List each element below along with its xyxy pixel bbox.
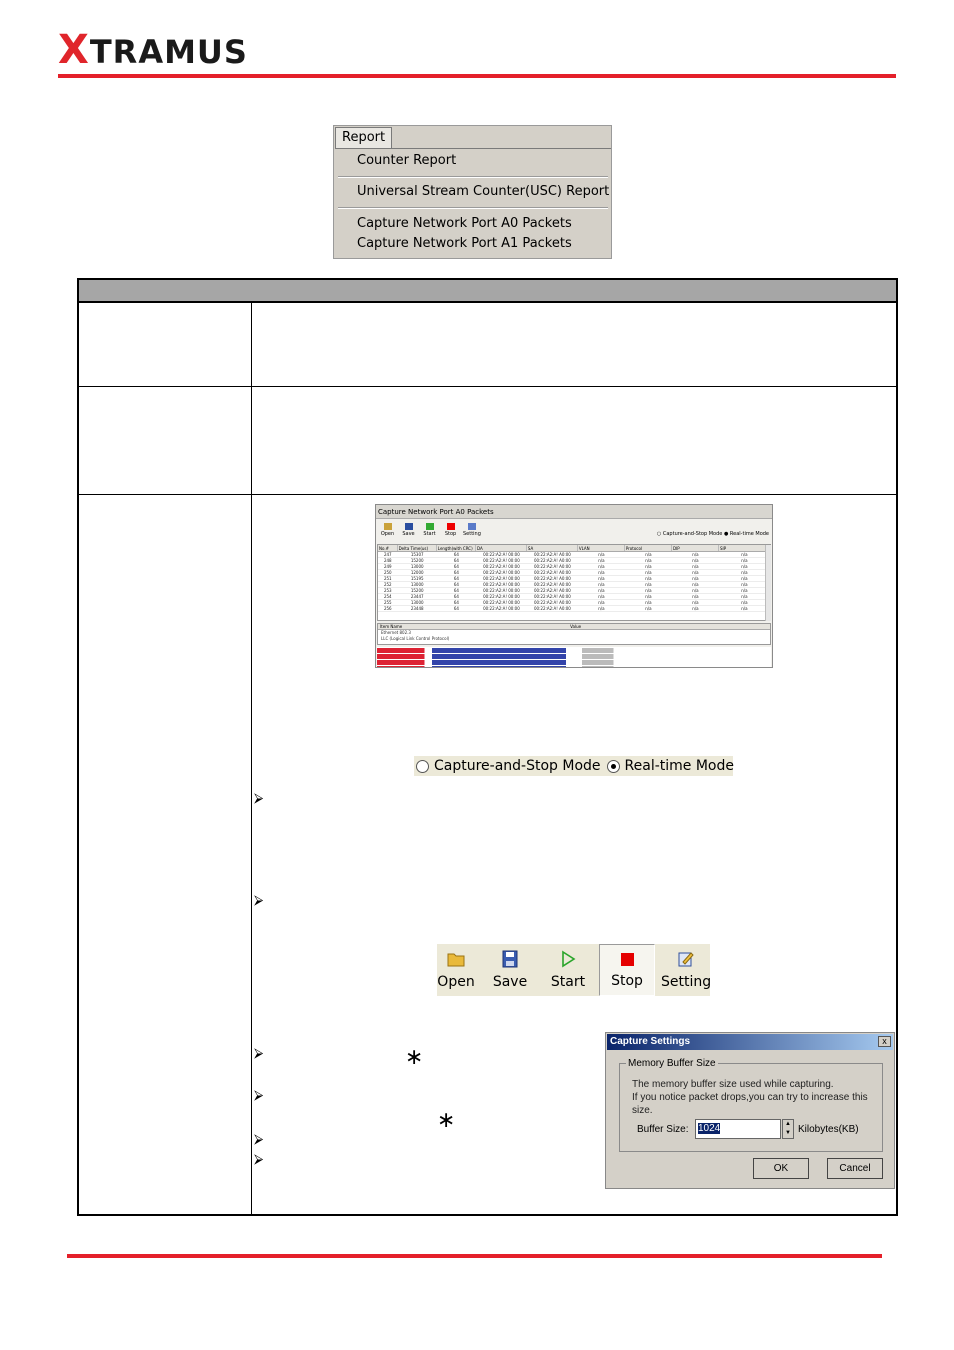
table-cell: 00:22:A2:A! A0:00 (533, 570, 571, 575)
table-cell: n/a (741, 606, 748, 611)
table-cell: 256 (383, 606, 392, 611)
packet-list-header (378, 545, 770, 552)
floppy-disk-icon (501, 950, 519, 968)
table-cell: 255 (383, 600, 392, 605)
mini-save-button[interactable]: Save (400, 523, 417, 537)
folder-icon (447, 950, 465, 968)
xtramus-logo: XTRAMUS (58, 27, 248, 73)
play-icon (559, 950, 577, 968)
table-cell: n/a (692, 564, 699, 569)
mini-start-button[interactable]: Start (421, 523, 438, 537)
arrow-bullet-icon: ⮚ (254, 1132, 264, 1147)
table-cell: 00:22:A2:A! 00:00 (483, 600, 520, 605)
table-cell: 64 (453, 582, 459, 587)
table-cell: 12000 (410, 570, 424, 575)
table-cell: 15200 (410, 588, 424, 593)
table-cell: 00:22:A2:A! 00:00 (483, 594, 520, 599)
footer-rule (67, 1254, 882, 1258)
table-cell: n/a (645, 564, 652, 569)
table-cell: n/a (741, 582, 748, 587)
group-label: Memory Buffer Size (628, 1058, 716, 1069)
packet-list-scrollbar[interactable] (765, 545, 771, 621)
hex-line (377, 660, 771, 665)
menu-item-counter-report[interactable]: Counter Report (357, 153, 457, 168)
arrow-bullet-icon: ⮚ (254, 1046, 264, 1061)
table-cell: 00:22:A2:A! A0:00 (533, 558, 571, 563)
mini-stop-button[interactable]: Stop (442, 523, 459, 537)
table-cell: 00:22:A2:A! 00:00 (483, 606, 520, 611)
table-cell: 254 (383, 594, 392, 599)
table-cell: n/a (692, 600, 699, 605)
table-cell: n/a (741, 594, 748, 599)
table-cell: n/a (645, 600, 652, 605)
table-cell: 00:22:A2:A! A0:00 (533, 588, 571, 593)
capture-and-stop-mode-radio[interactable]: Capture-and-Stop Mode (416, 758, 601, 774)
table-cell: 23447 (410, 594, 424, 599)
capture-toolbar (437, 944, 710, 996)
menu-item-usc-report[interactable]: Universal Stream Counter(USC) Report (357, 184, 610, 199)
table-cell: n/a (692, 594, 699, 599)
table-cell: 00:22:A2:A! A0:00 (533, 600, 571, 605)
packet-column-header[interactable]: SA (527, 545, 578, 551)
table-cell: 15195 (410, 576, 424, 581)
table-cell: n/a (692, 552, 699, 557)
dialog-description: The memory buffer size used while capturing. If you notice packet drops,you can try to increase this size. (632, 1079, 868, 1116)
table-cell: 64 (453, 564, 459, 569)
table-cell: n/a (598, 606, 605, 611)
table-cell: 13000 (410, 564, 424, 569)
table-cell: n/a (741, 552, 748, 557)
table-cell: n/a (598, 558, 605, 563)
row-divider (79, 386, 896, 387)
hex-line (377, 654, 771, 659)
packet-list (377, 544, 771, 621)
arrow-bullet-icon: ⮚ (254, 1088, 264, 1103)
table-cell: n/a (692, 606, 699, 611)
cancel-button[interactable]: Cancel (827, 1158, 883, 1179)
buffer-size-spinner[interactable]: ▲ ▼ (782, 1119, 794, 1139)
arrow-bullet-icon: ⮚ (254, 791, 264, 806)
menu-item-capture-a0[interactable]: Capture Network Port A0 Packets (357, 216, 572, 231)
table-cell: n/a (598, 600, 605, 605)
table-cell: 247 (383, 552, 392, 557)
settings-icon (677, 950, 695, 968)
table-cell: 64 (453, 570, 459, 575)
table-cell: 64 (453, 594, 459, 599)
table-cell: n/a (598, 588, 605, 593)
packet-column-header[interactable]: DIP (672, 545, 719, 551)
save-button[interactable]: Save (489, 944, 531, 996)
row-divider (79, 494, 896, 495)
table-cell: n/a (645, 576, 652, 581)
table-cell: 00:22:A2:A! 00:00 (483, 582, 520, 587)
asterisk-icon: ∗ (405, 1045, 424, 1070)
table-cell: 253 (383, 588, 392, 593)
tree-item[interactable]: LLC (Logical Link Control Protocol) (381, 636, 450, 641)
table-cell: 00:22:A2:A! A0:00 (533, 576, 571, 581)
table-cell: n/a (598, 564, 605, 569)
setting-button[interactable]: Setting (661, 944, 710, 996)
mini-setting-button[interactable]: Setting (463, 523, 480, 537)
table-cell: 00:22:A2:A! 00:00 (483, 570, 520, 575)
packet-decode-tree (377, 623, 771, 645)
table-cell: 248 (383, 558, 392, 563)
table-cell: 00:22:A2:A! 00:00 (483, 552, 520, 557)
hex-line (377, 666, 771, 668)
stop-icon (618, 951, 636, 969)
table-cell: n/a (598, 582, 605, 587)
table-cell: n/a (645, 582, 652, 587)
decode-tree-header: Item Name Value (378, 624, 770, 630)
table-row[interactable] (378, 606, 770, 612)
table-cell: 249 (383, 564, 392, 569)
capture-mini-toolbar (379, 523, 480, 537)
stop-button[interactable]: Stop (599, 944, 655, 996)
table-cell: n/a (645, 594, 652, 599)
start-button[interactable]: Start (547, 944, 589, 996)
menu-separator (338, 207, 608, 209)
table-cell: n/a (598, 552, 605, 557)
table-cell: n/a (645, 552, 652, 557)
packet-column-header[interactable]: VLAN (578, 545, 625, 551)
table-cell: 64 (453, 588, 459, 593)
buffer-size-input[interactable]: 1024 (695, 1119, 781, 1139)
menu-item-capture-a1[interactable]: Capture Network Port A1 Packets (357, 236, 572, 251)
radio-off-icon (416, 760, 429, 773)
table-cell: 00:22:A2:A! A0:00 (533, 552, 571, 557)
table-cell: n/a (741, 570, 748, 575)
table-cell: n/a (692, 558, 699, 563)
table-cell: 251 (383, 576, 392, 581)
table-cell: n/a (692, 570, 699, 575)
hex-line (377, 648, 771, 653)
buffer-size-label: Buffer Size: (637, 1124, 689, 1135)
table-cell: 13000 (410, 600, 424, 605)
buffer-size-unit: Kilobytes(KB) (798, 1124, 859, 1135)
table-cell: n/a (692, 576, 699, 581)
menu-separator (338, 176, 608, 178)
arrow-bullet-icon: ⮚ (254, 1152, 264, 1167)
report-menu-tab[interactable]: Report (335, 127, 392, 148)
packet-column-header[interactable]: Length(with CRC) (437, 545, 476, 551)
dialog-title: Capture Settings (607, 1034, 893, 1050)
table-cell: 250 (383, 570, 392, 575)
table-cell: n/a (741, 600, 748, 605)
table-cell: n/a (598, 576, 605, 581)
real-time-mode-radio[interactable]: Real-time Mode (607, 758, 734, 774)
table-cell: n/a (645, 558, 652, 563)
table-cell: 00:22:A2:A! A0:00 (533, 594, 571, 599)
capture-window-screenshot (375, 504, 773, 668)
table-cell: n/a (741, 576, 748, 581)
column-divider (251, 303, 252, 1214)
capture-window-title: Capture Network Port A0 Packets (376, 505, 772, 519)
table-header-bar (79, 280, 896, 303)
capture-mini-modes: ○ Capture-and-Stop Mode ● Real-time Mode (656, 531, 769, 537)
table-cell: 64 (453, 558, 459, 563)
close-icon[interactable]: x (878, 1036, 891, 1047)
packet-column-header[interactable]: No.# (378, 545, 398, 551)
header-rule (58, 74, 896, 78)
table-cell: 64 (453, 600, 459, 605)
table-cell: n/a (645, 588, 652, 593)
capture-settings-dialog (605, 1032, 895, 1189)
table-cell: 64 (453, 552, 459, 557)
capture-mode-selector (414, 756, 733, 776)
table-cell: 00:22:A2:A! A0:00 (533, 606, 571, 611)
table-cell: 13000 (410, 582, 424, 587)
packet-column-header[interactable]: Delta Time(us) (398, 545, 437, 551)
table-cell: 23448 (410, 606, 424, 611)
table-cell: n/a (598, 594, 605, 599)
table-cell: 15307 (410, 552, 424, 557)
table-cell: 00:22:A2:A! 00:00 (483, 564, 520, 569)
table-cell: 00:22:A2:A! 00:00 (483, 558, 520, 563)
table-cell: n/a (692, 588, 699, 593)
table-cell: 00:22:A2:A! A0:00 (533, 564, 571, 569)
packet-column-header[interactable]: SIP (719, 545, 770, 551)
table-cell: 64 (453, 606, 459, 611)
table-cell: n/a (741, 558, 748, 563)
table-cell: n/a (598, 570, 605, 575)
ok-button[interactable]: OK (753, 1158, 809, 1179)
table-cell: 15200 (410, 558, 424, 563)
table-cell: 252 (383, 582, 392, 587)
table-cell: 00:22:A2:A! 00:00 (483, 588, 520, 593)
table-cell: 00:22:A2:A! 00:00 (483, 576, 520, 581)
table-cell: n/a (645, 606, 652, 611)
open-button[interactable]: Open (437, 944, 475, 996)
arrow-bullet-icon: ⮚ (254, 893, 264, 908)
radio-on-icon (607, 760, 620, 773)
packet-column-header[interactable]: Protocol (625, 545, 672, 551)
report-dropdown (335, 148, 611, 258)
tree-item[interactable]: Ethernet 802.3 (381, 630, 411, 635)
report-menu (333, 125, 612, 259)
table-cell: n/a (692, 582, 699, 587)
table-cell: n/a (645, 570, 652, 575)
packet-column-header[interactable]: DA (476, 545, 527, 551)
hex-dump (377, 647, 771, 668)
asterisk-icon: ∗ (437, 1108, 456, 1133)
mini-open-button[interactable]: Open (379, 523, 396, 537)
table-cell: 64 (453, 576, 459, 581)
table-cell: n/a (741, 564, 748, 569)
table-cell: 00:22:A2:A! A0:00 (533, 582, 571, 587)
table-cell: n/a (741, 588, 748, 593)
